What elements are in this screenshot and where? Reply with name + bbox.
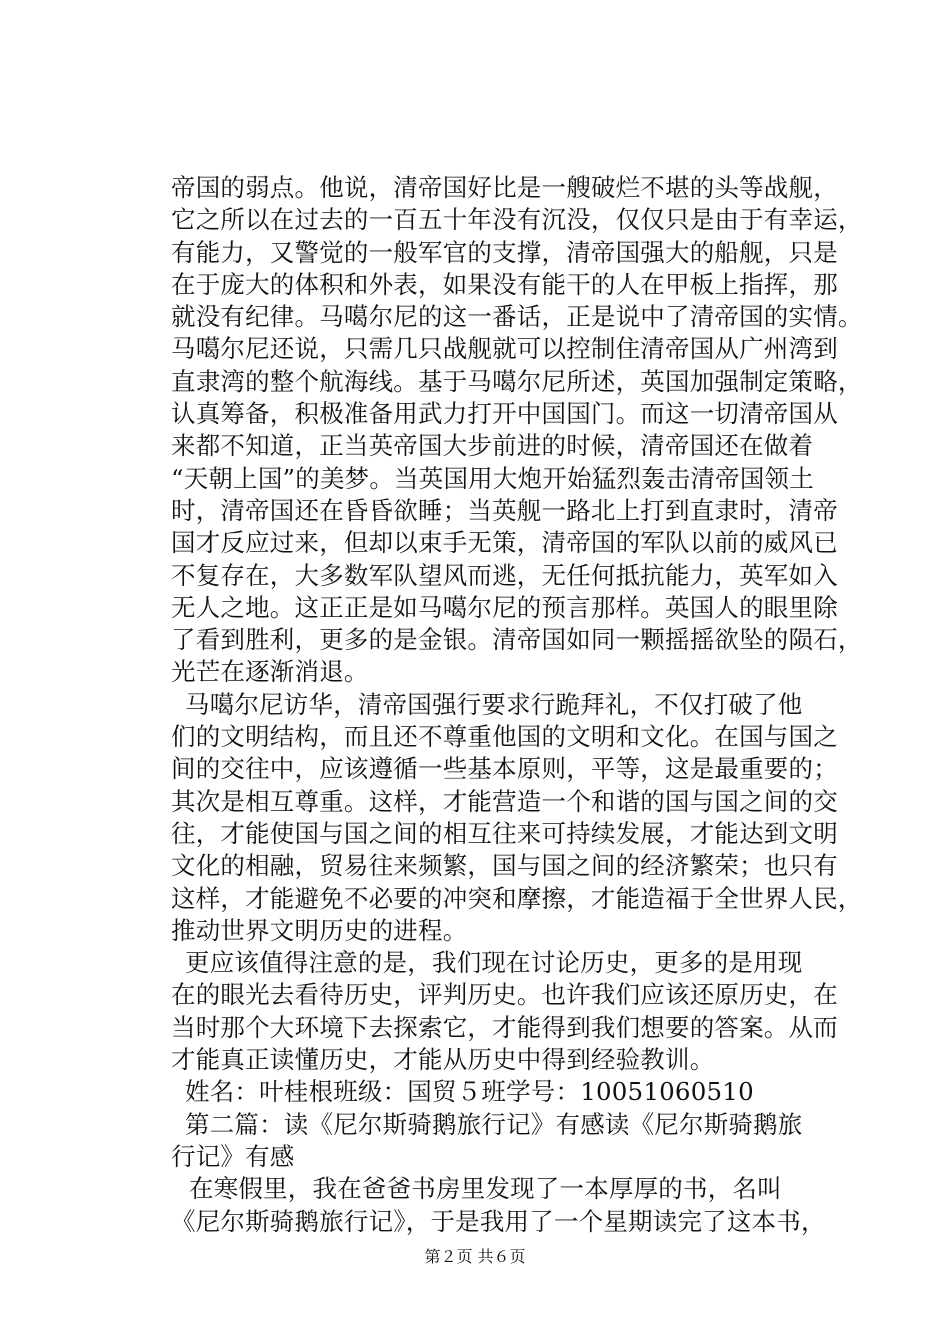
text-line: 文化的相融，贸易往来频繁，国与国之间的经济繁荣；也只有 <box>171 851 838 881</box>
paragraph-start-line: 在寒假里，我在爸爸书房里发现了一本厚厚的书，名叫 <box>189 1174 782 1204</box>
text-line: 们的文明结构，而且还不尊重他国的文明和文化。在国与国之 <box>171 722 838 752</box>
text-line: 在的眼光去看待历史，评判历史。也许我们应该还原历史，在 <box>171 980 838 1010</box>
text-line: 时，清帝国还在昏昏欲睡；当英舰一路北上打到直隶时，清帝 <box>171 495 838 525</box>
text-line: 在于庞大的体积和外表，如果没有能干的人在甲板上指挥，那 <box>171 269 838 299</box>
section-title-line: 第二篇：读《尼尔斯骑鹅旅行记》有感读《尼尔斯骑鹅旅 <box>185 1109 803 1139</box>
text-line: 光芒在逐渐消退。 <box>171 657 369 687</box>
document-body <box>171 172 861 1238</box>
text-line: 才能真正读懂历史，才能从历史中得到经验教训。 <box>171 1045 715 1075</box>
text-line: “天朝上国”的美梦。当英国用大炮开始猛烈轰击清帝国领土 <box>171 463 814 493</box>
text-line: 马噶尔尼还说，只需几只战舰就可以控制住清帝国从广州湾到 <box>171 334 838 364</box>
page-footer: 第２页 共６页 <box>424 1247 526 1266</box>
text-line: 认真筹备，积极准备用武力打开中国国门。而这一切清帝国从 <box>171 399 838 429</box>
paragraph-start-line: 马噶尔尼访华，清帝国强行要求行跪拜礼，不仅打破了他 <box>185 689 803 719</box>
text-line: 来都不知道，正当英帝国大步前进的时候，清帝国还在做着 <box>171 431 814 461</box>
text-line: 了看到胜利，更多的是金银。清帝国如同一颗摇摇欲坠的陨石， <box>171 625 863 655</box>
text-line: 国才反应过来，但却以束手无策，清帝国的军队以前的威风已 <box>171 528 838 558</box>
text-line: 往，才能使国与国之间的相互往来可持续发展，才能达到文明 <box>171 818 838 848</box>
text-line: 当时那个大环境下去探索它，才能得到我们想要的答案。从而 <box>171 1012 838 1042</box>
text-line: 间的交往中，应该遵循一些基本原则，平等，这是最重要的； <box>171 754 838 784</box>
text-line: 不复存在，大多数军队望风而逃，无任何抵抗能力，英军如入 <box>171 560 838 590</box>
text-line: 《尼尔斯骑鹅旅行记》，于是我用了一个星期读完了这本书， <box>171 1206 826 1236</box>
text-line: 无人之地。这正正是如马噶尔尼的预言那样。英国人的眼里除 <box>171 592 838 622</box>
text-line: 它之所以在过去的一百五十年没有沉没，仅仅只是由于有幸运， <box>171 205 863 235</box>
text-line: 有能力，又警觉的一般军官的支撑，清帝国强大的船舰，只是 <box>171 237 838 267</box>
paragraph-start-line: 更应该值得注意的是，我们现在讨论历史，更多的是用现 <box>185 948 803 978</box>
author-info-line: 姓名：叶桂根班级：国贸５班学号：10051060510 <box>185 1077 754 1107</box>
text-line: 其次是相互尊重。这样，才能营造一个和谐的国与国之间的交 <box>171 786 838 816</box>
text-line: 直隶湾的整个航海线。基于马噶尔尼所述，英国加强制定策略， <box>171 366 863 396</box>
section-title-line: 行记》有感 <box>171 1141 295 1171</box>
text-line: 推动世界文明历史的进程。 <box>171 915 468 945</box>
text-line: 就没有纪律。马噶尔尼的这一番话，正是说中了清帝国的实情。 <box>171 302 863 332</box>
text-line: 帝国的弱点。他说，清帝国好比是一艘破烂不堪的头等战舰， <box>171 173 838 202</box>
text-line: 这样，才能避免不必要的冲突和摩擦，才能造福于全世界人民， <box>171 883 863 913</box>
